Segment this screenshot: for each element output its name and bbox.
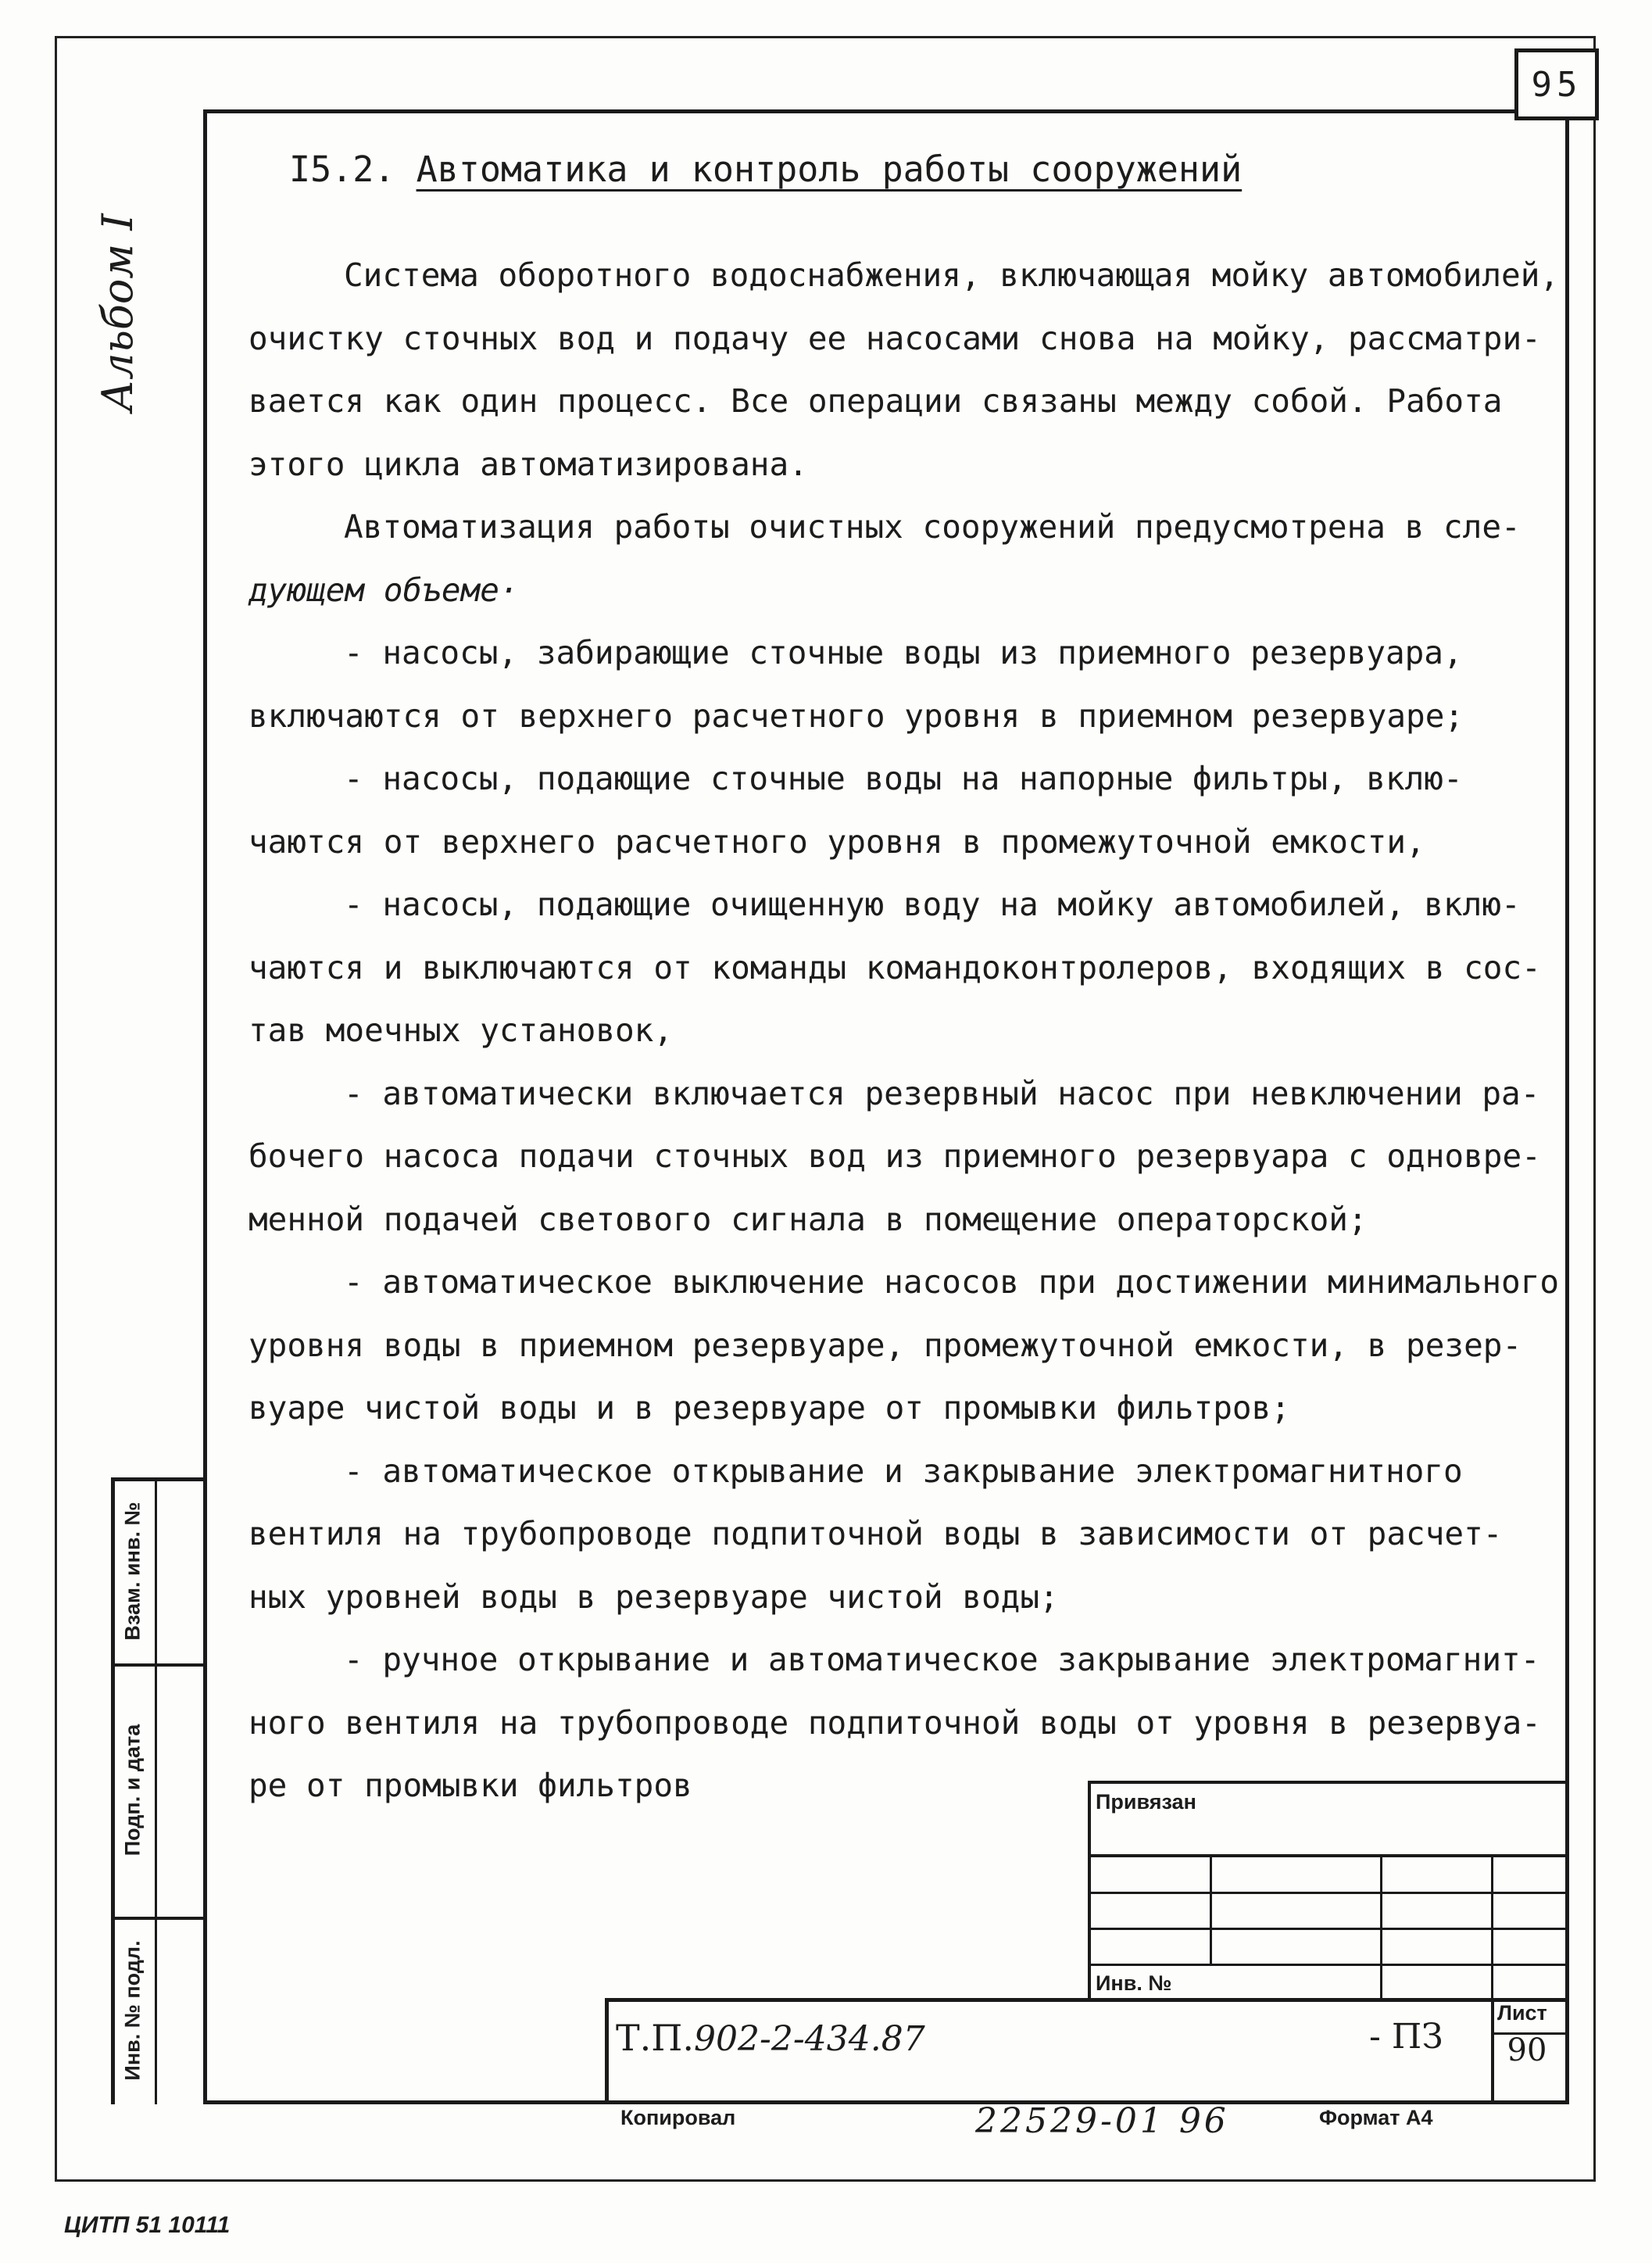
stamp-top-border (111, 1477, 203, 1481)
text-line: - насосы, забирающие сточные воды из приемного резервуара, (344, 634, 1463, 671)
album-label: Альбом I (92, 213, 142, 412)
stamp-border-left (111, 1477, 115, 2104)
section-title: Автоматика и контроль работы сооружений (416, 149, 1243, 190)
page-number: 95 (1514, 48, 1599, 120)
bound-table-col (1380, 1854, 1382, 2000)
text-line: Система оборотного водоснабжения, включающая мойку автомобилей, (344, 256, 1560, 294)
text-line: - автоматически включается резервный насос при невключении ра- (344, 1074, 1540, 1112)
stamp-row-divider (111, 1663, 203, 1667)
text-line: вается как один процесс. Все операции связаны между собой. Работа (249, 382, 1503, 420)
text-line: тав моечных установок, (249, 1012, 674, 1049)
section-number: I5.2. (289, 149, 395, 190)
publisher-stamp: ЦИТП 51 10111 (64, 2212, 231, 2238)
text-line: - насосы, подающие очищенную воду на мойку автомобилей, вклю- (344, 886, 1521, 923)
text-line: вуаре чистой воды и в резервуаре от промывки фильтров; (249, 1389, 1290, 1427)
text-line: дующем объеме· (249, 571, 519, 609)
bound-label: Привязан (1096, 1790, 1196, 1814)
text-line: - ручное открывание и автоматическое закрывание электромагнит- (344, 1641, 1540, 1678)
stamp-row-divider (111, 1917, 203, 1920)
stamp-vzam-inv: Взам. инв. № (120, 1502, 145, 1641)
bound-table-row (1088, 1892, 1569, 1894)
text-line: - автоматическое выключение насосов при достижении минимального (344, 1263, 1560, 1301)
sheet-number: 90 (1507, 2032, 1547, 2068)
copy-number: 22529-01 96 (975, 2101, 1229, 2141)
inv-label: Инв. № (1096, 1971, 1172, 1995)
document-suffix: - ПЗ (1369, 2017, 1443, 2057)
text-line: Автоматизация работы очистных сооружений предусмотрена в сле- (344, 508, 1521, 546)
text-line: чаются и выключаются от команды командоконтролеров, входящих в сос- (249, 948, 1541, 986)
text-line: очистку сточных вод и подачу ее насосами снова на мойку, рассматри- (249, 319, 1541, 357)
text-line: менной подачей светового сигнала в помещение операторской; (249, 1200, 1368, 1238)
stamp-divider (155, 1477, 157, 2104)
body-text (249, 244, 1560, 1817)
bound-table-col (1210, 1854, 1212, 1964)
text-line: ре от промывки фильтров (249, 1767, 692, 1804)
format-label: Формат А4 (1319, 2106, 1433, 2129)
code-prefix: Т.П. (616, 2017, 695, 2059)
text-line: включаются от верхнего расчетного уровня в приемном резервуаре; (249, 696, 1464, 735)
bound-table-row (1088, 1854, 1569, 1857)
code-number: 902-2-434.87 (694, 2019, 925, 2059)
stamp-podp-data: Подп. и дата (120, 1724, 145, 1857)
sheet-label: Лист (1497, 2001, 1547, 2025)
text-line: - насосы, подающие сточные воды на напорные фильтры, вклю- (344, 760, 1463, 797)
stamp-inv-podl: Инв. № подл. (120, 1940, 145, 2081)
text-line: ных уровней воды в резервуаре чистой воды; (249, 1577, 1059, 1616)
bound-table-row (1088, 1928, 1569, 1930)
text-line: вентиля на трубопроводе подпиточной воды в зависимости от расчет- (249, 1515, 1503, 1552)
title-block-left (605, 1998, 609, 2104)
text-line: ного вентиля на трубопроводе подпиточной воды от уровня в резервуа- (249, 1703, 1541, 1742)
text-line: бочего насоса подачи сточных вод из приемного резервуара с одновре- (249, 1137, 1541, 1175)
bound-table-row (1088, 1964, 1569, 1966)
text-line: - автоматическое открывание и закрывание электромагнитного (344, 1452, 1463, 1490)
text-line: уровня воды в приемном резервуаре, промежуточной емкости, в резер- (249, 1326, 1522, 1364)
title-block-top (605, 1998, 1569, 2002)
document-code (616, 2017, 925, 2059)
bound-table-top (1088, 1781, 1569, 1784)
text-line: чаются от верхнего расчетного уровня в промежуточной емкости, (249, 822, 1425, 861)
bound-table-left (1088, 1781, 1091, 2000)
text-line: этого цикла автоматизирована. (249, 445, 808, 483)
section-heading (289, 149, 1242, 190)
copied-label: Копировал (620, 2106, 736, 2129)
bound-table-col (1491, 1854, 1493, 2000)
